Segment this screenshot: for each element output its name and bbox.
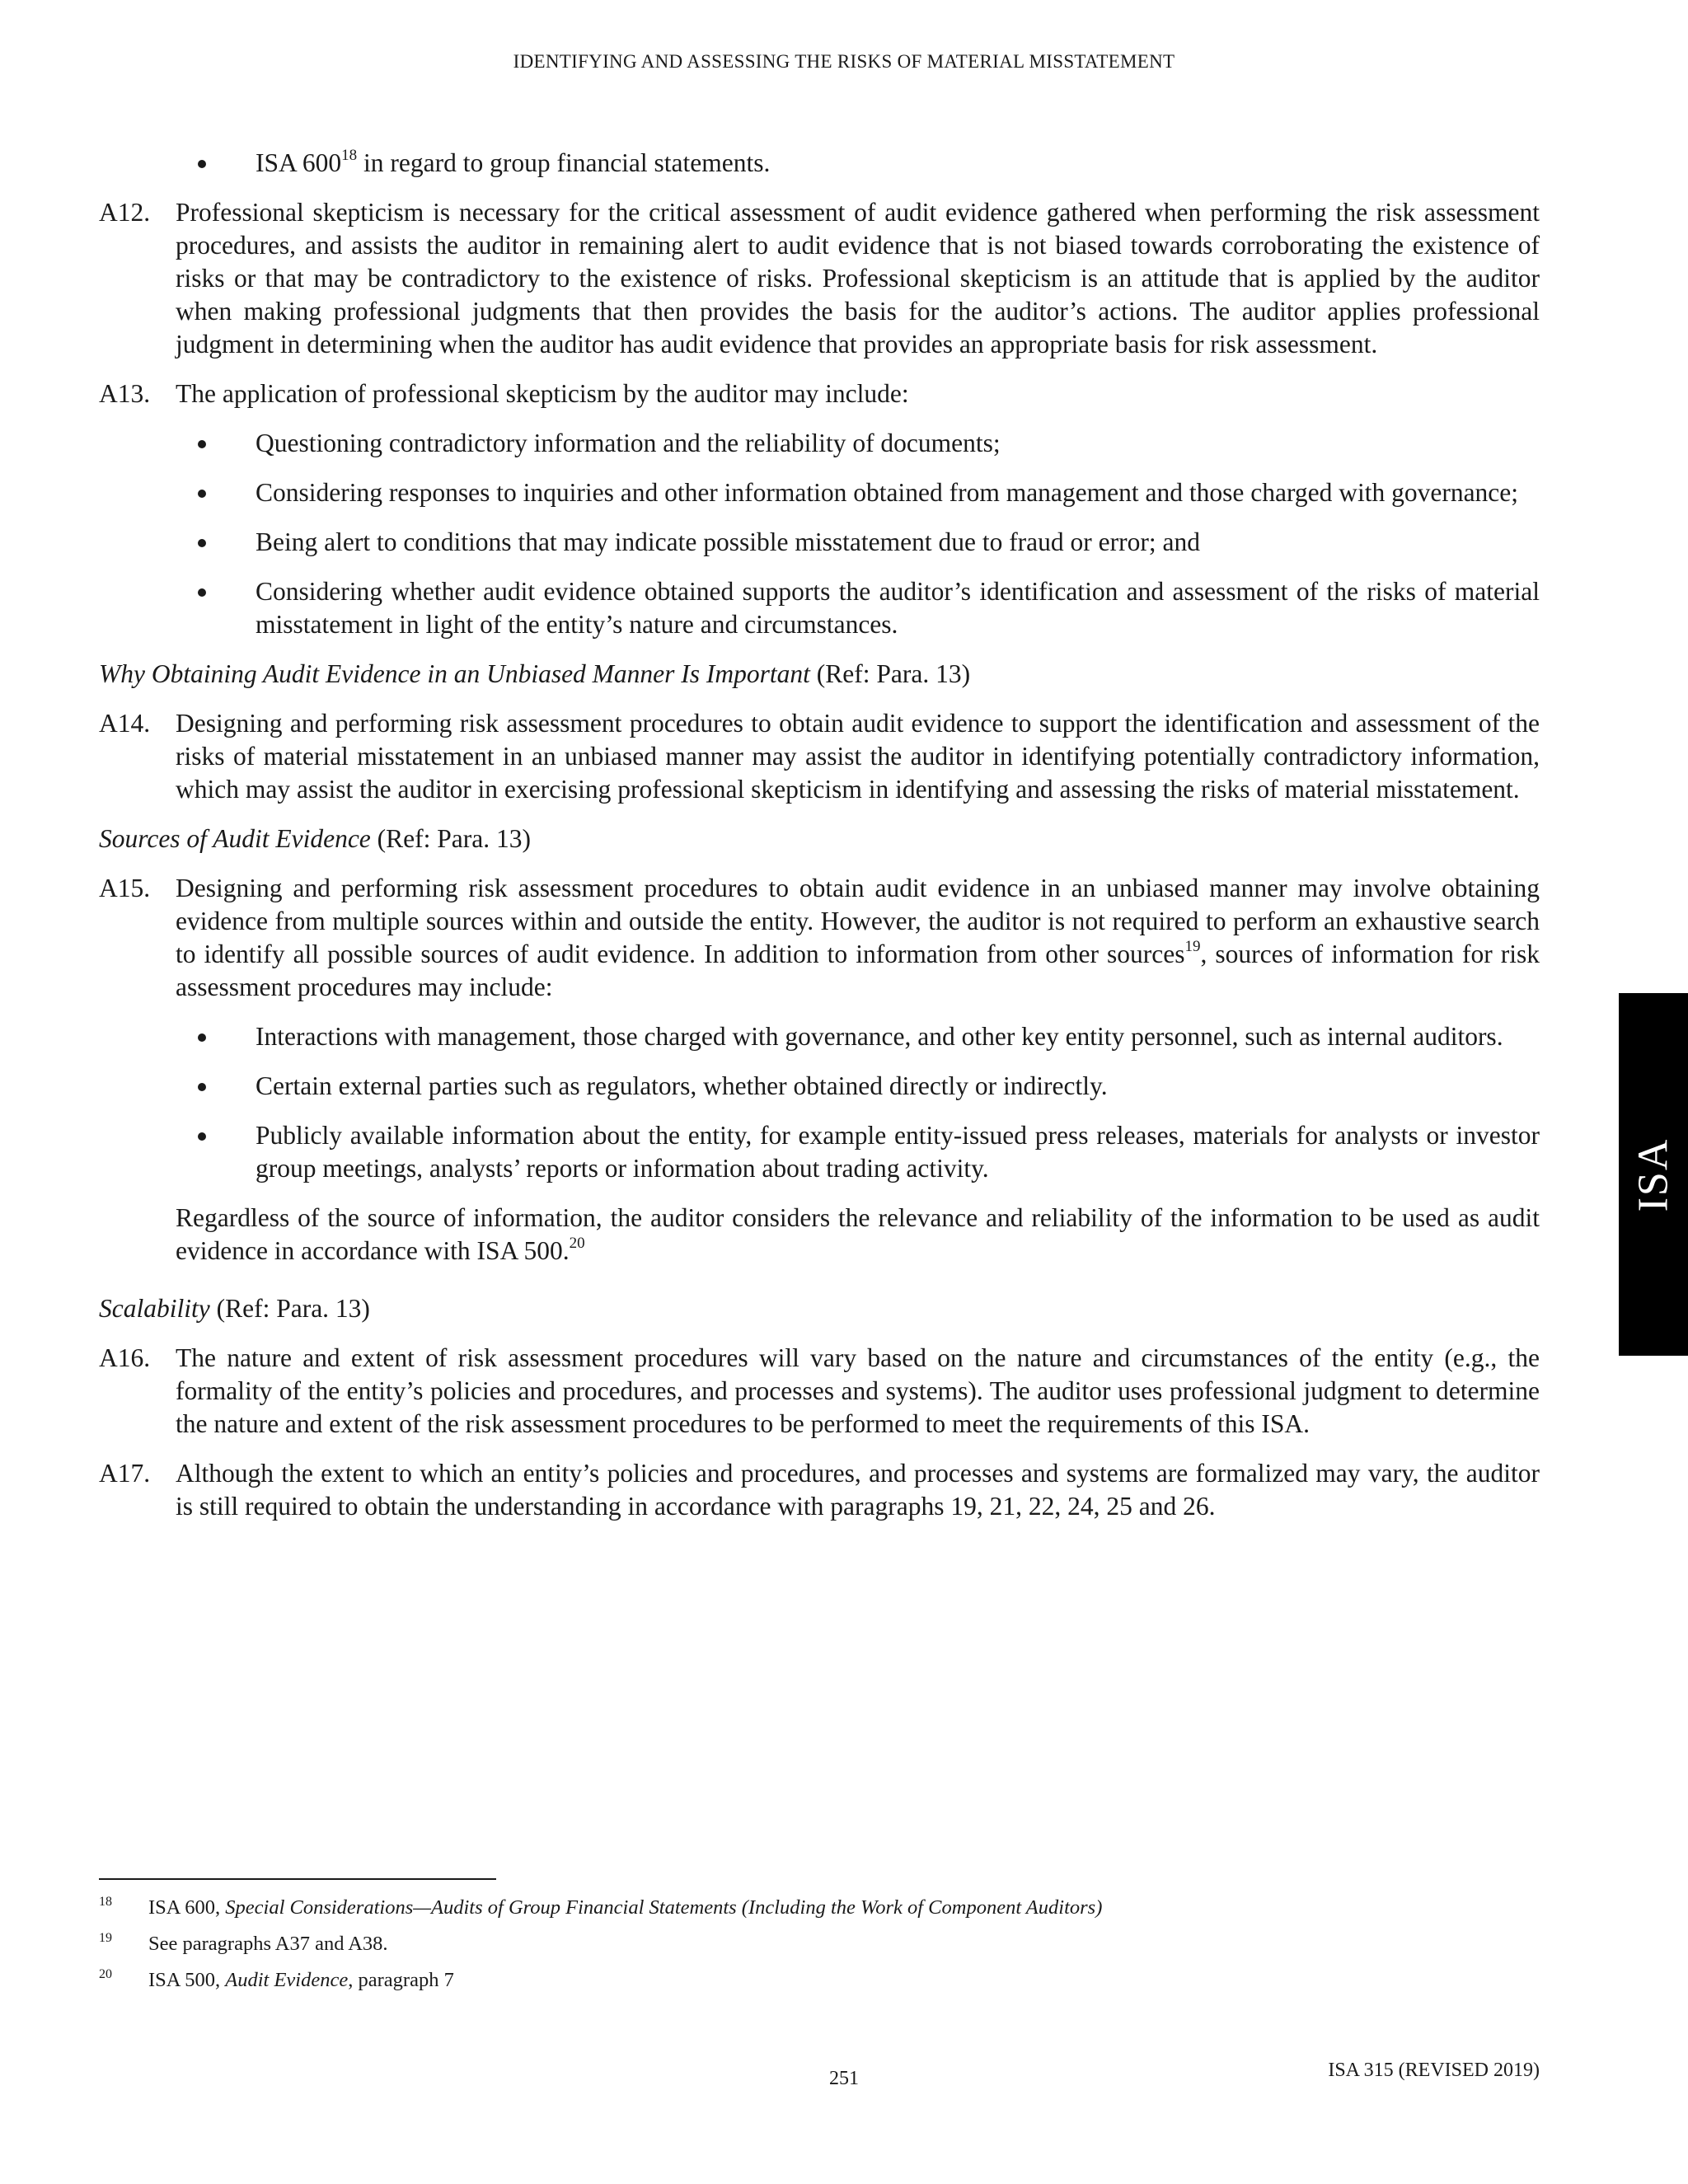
paragraph-a14	[99, 707, 1540, 806]
paragraph-a12	[99, 196, 1540, 361]
footnote-ref: 18	[341, 146, 358, 164]
paragraph-text: The application of professional skepticism by the auditor may include:	[176, 379, 909, 408]
footnote-divider	[99, 1878, 496, 1880]
section-heading-sources	[99, 823, 1540, 855]
bullet-text: Considering responses to inquiries and other information obtained from management and those charged with governance;	[256, 478, 1519, 507]
list-item	[99, 147, 1540, 180]
heading-ref: (Ref: Para. 13)	[209, 1294, 370, 1323]
footnotes	[99, 1896, 1540, 2004]
footnote	[99, 1968, 1540, 1993]
paragraph-text: The nature and extent of risk assessment procedures will vary based on the nature and circumstances of the entity (e.g., the formality of the entity’s policies and procedures, and processes and systems). The auditor uses professional judgment to determine the nature and extent of the risk assessment procedures to be performed to meet the requirements of this ISA.	[176, 1343, 1540, 1438]
heading-title: Sources of Audit Evidence	[99, 824, 371, 853]
footnote-number: 18	[99, 1895, 112, 1909]
paragraph-number: A14.	[99, 709, 151, 738]
list-item	[99, 476, 1540, 509]
page-number: 251	[829, 2068, 859, 2089]
footnote-ref: 20	[569, 1234, 585, 1252]
paragraph-text-post: , sources of information for risk assessment procedures may include:	[176, 940, 1540, 1001]
bullet-text: Certain external parties such as regulators, whether obtained directly or indirectly.	[256, 1071, 1108, 1100]
bullet-dot	[198, 1132, 206, 1141]
list-item	[99, 1020, 1540, 1053]
section-heading-unbiased	[99, 658, 1540, 691]
bullet-dot	[198, 160, 206, 168]
footnote-text-post: , paragraph 7	[348, 1969, 454, 1991]
bullet-text: Publicly available information about the entity, for example entity-issued press releases, materials for analysts or investor group meetings, analysts’ reports or information about trading activity.	[256, 1121, 1540, 1183]
a13-bullet-list	[99, 427, 1540, 641]
paragraph-number: A15.	[99, 874, 151, 902]
bullet-text: Being alert to conditions that may indicate possible misstatement due to fraud or error; and	[256, 527, 1200, 556]
paragraph-number: A16.	[99, 1343, 151, 1372]
bullet-text: Questioning contradictory information and the reliability of documents;	[256, 429, 1001, 457]
list-item	[99, 526, 1540, 559]
footnote-ref: 19	[1184, 937, 1201, 955]
paragraph-a15	[99, 872, 1540, 1004]
running-head: IDENTIFYING AND ASSESSING THE RISKS OF MATERIAL MISSTATEMENT	[513, 51, 1175, 72]
bullet-text: Interactions with management, those charged with governance, and other key entity personnel, such as internal auditors.	[256, 1022, 1503, 1051]
bullet-dot	[198, 539, 206, 547]
page-body	[99, 147, 1540, 1540]
top-bullet-list	[99, 147, 1540, 180]
paragraph-number: A17.	[99, 1459, 151, 1488]
section-heading-scalability	[99, 1292, 1540, 1325]
paragraph-number: A13.	[99, 379, 151, 408]
list-item	[99, 427, 1540, 460]
list-item	[99, 1070, 1540, 1103]
bullet-dot	[198, 440, 206, 448]
footnote-title: Special Considerations—Audits of Group Financial Statements (Including the Work of Component Auditors)	[225, 1896, 1103, 1919]
paragraph-a16	[99, 1342, 1540, 1441]
a15-bullet-list	[99, 1020, 1540, 1185]
bullet-text: Considering whether audit evidence obtained supports the auditor’s identification and assessment of the risks of material misstatement in light of the entity’s nature and circumstances.	[256, 577, 1540, 639]
paragraph-text: Professional skepticism is necessary for the critical assessment of audit evidence gathered when performing the risk assessment procedures, and assists the auditor in remaining alert to audit evidence that is not biased towards corroborating the existence of risks or that may be contradictory to the existence of risks. Professional skepticism is an attitude that is applied by the auditor when making professional judgments that then provides the basis for the auditor’s actions. The auditor applies professional judgment in determining when the auditor has audit evidence that provides an appropriate basis for risk assessment.	[176, 198, 1540, 359]
document-id: ISA 315 (REVISED 2019)	[1328, 2060, 1540, 2081]
a15-closing-text	[99, 1202, 1540, 1268]
footnote	[99, 1932, 1540, 1957]
heading-ref: (Ref: Para. 13)	[370, 824, 531, 853]
paragraph-number: A12.	[99, 198, 151, 227]
footnote-text: ISA 500,	[148, 1969, 226, 1991]
footnote-title: Audit Evidence	[225, 1969, 349, 1991]
paragraph-a13	[99, 377, 1540, 410]
bullet-dot	[198, 1033, 206, 1042]
footnote-text: ISA 600,	[148, 1896, 226, 1919]
isa-side-tab	[1619, 993, 1688, 1356]
heading-title: Why Obtaining Audit Evidence in an Unbiased Manner Is Important	[99, 659, 810, 688]
list-item	[99, 1119, 1540, 1185]
side-tab-label: ISA	[1629, 1137, 1677, 1212]
bullet-dot	[198, 588, 206, 597]
footnote-text: See paragraphs A37 and A38.	[148, 1933, 388, 1955]
heading-title: Scalability	[99, 1294, 210, 1323]
paragraph-text: Designing and performing risk assessment procedures to obtain audit evidence to support the identification and assessment of the risks of material misstatement in an unbiased manner may assist the auditor in identifying potentially contradictory information, which may assist the auditor in exercising professional skepticism in identifying and assessing the risks of material misstatement.	[176, 709, 1540, 804]
bullet-dot	[198, 1083, 206, 1091]
closing-text: Regardless of the source of information, the auditor considers the relevance and reliability of the information to be used as audit evidence in accordance with ISA 500.	[176, 1203, 1540, 1265]
footnote-number: 19	[99, 1931, 112, 1945]
footnote-number: 20	[99, 1967, 112, 1981]
bullet-text-post: in regard to group financial statements.	[357, 148, 771, 177]
paragraph-text: Although the extent to which an entity’s policies and procedures, and processes and systems are formalized may vary, the auditor is still required to obtain the understanding in accordance with paragraphs 19, 21, 22, 24, 25 and 26.	[176, 1459, 1540, 1521]
bullet-dot	[198, 490, 206, 498]
paragraph-text-pre: Designing and performing risk assessment procedures to obtain audit evidence in an unbiased manner may involve obtaining evidence from multiple sources within and outside the entity. However, the auditor is not required to perform an exhaustive search to identify all possible sources of audit evidence. In addition to information from other sources	[176, 874, 1540, 968]
paragraph-a17	[99, 1457, 1540, 1523]
heading-ref: (Ref: Para. 13)	[809, 659, 971, 688]
footnote	[99, 1896, 1540, 1920]
bullet-text-pre: ISA 600	[256, 148, 342, 177]
list-item	[99, 575, 1540, 641]
